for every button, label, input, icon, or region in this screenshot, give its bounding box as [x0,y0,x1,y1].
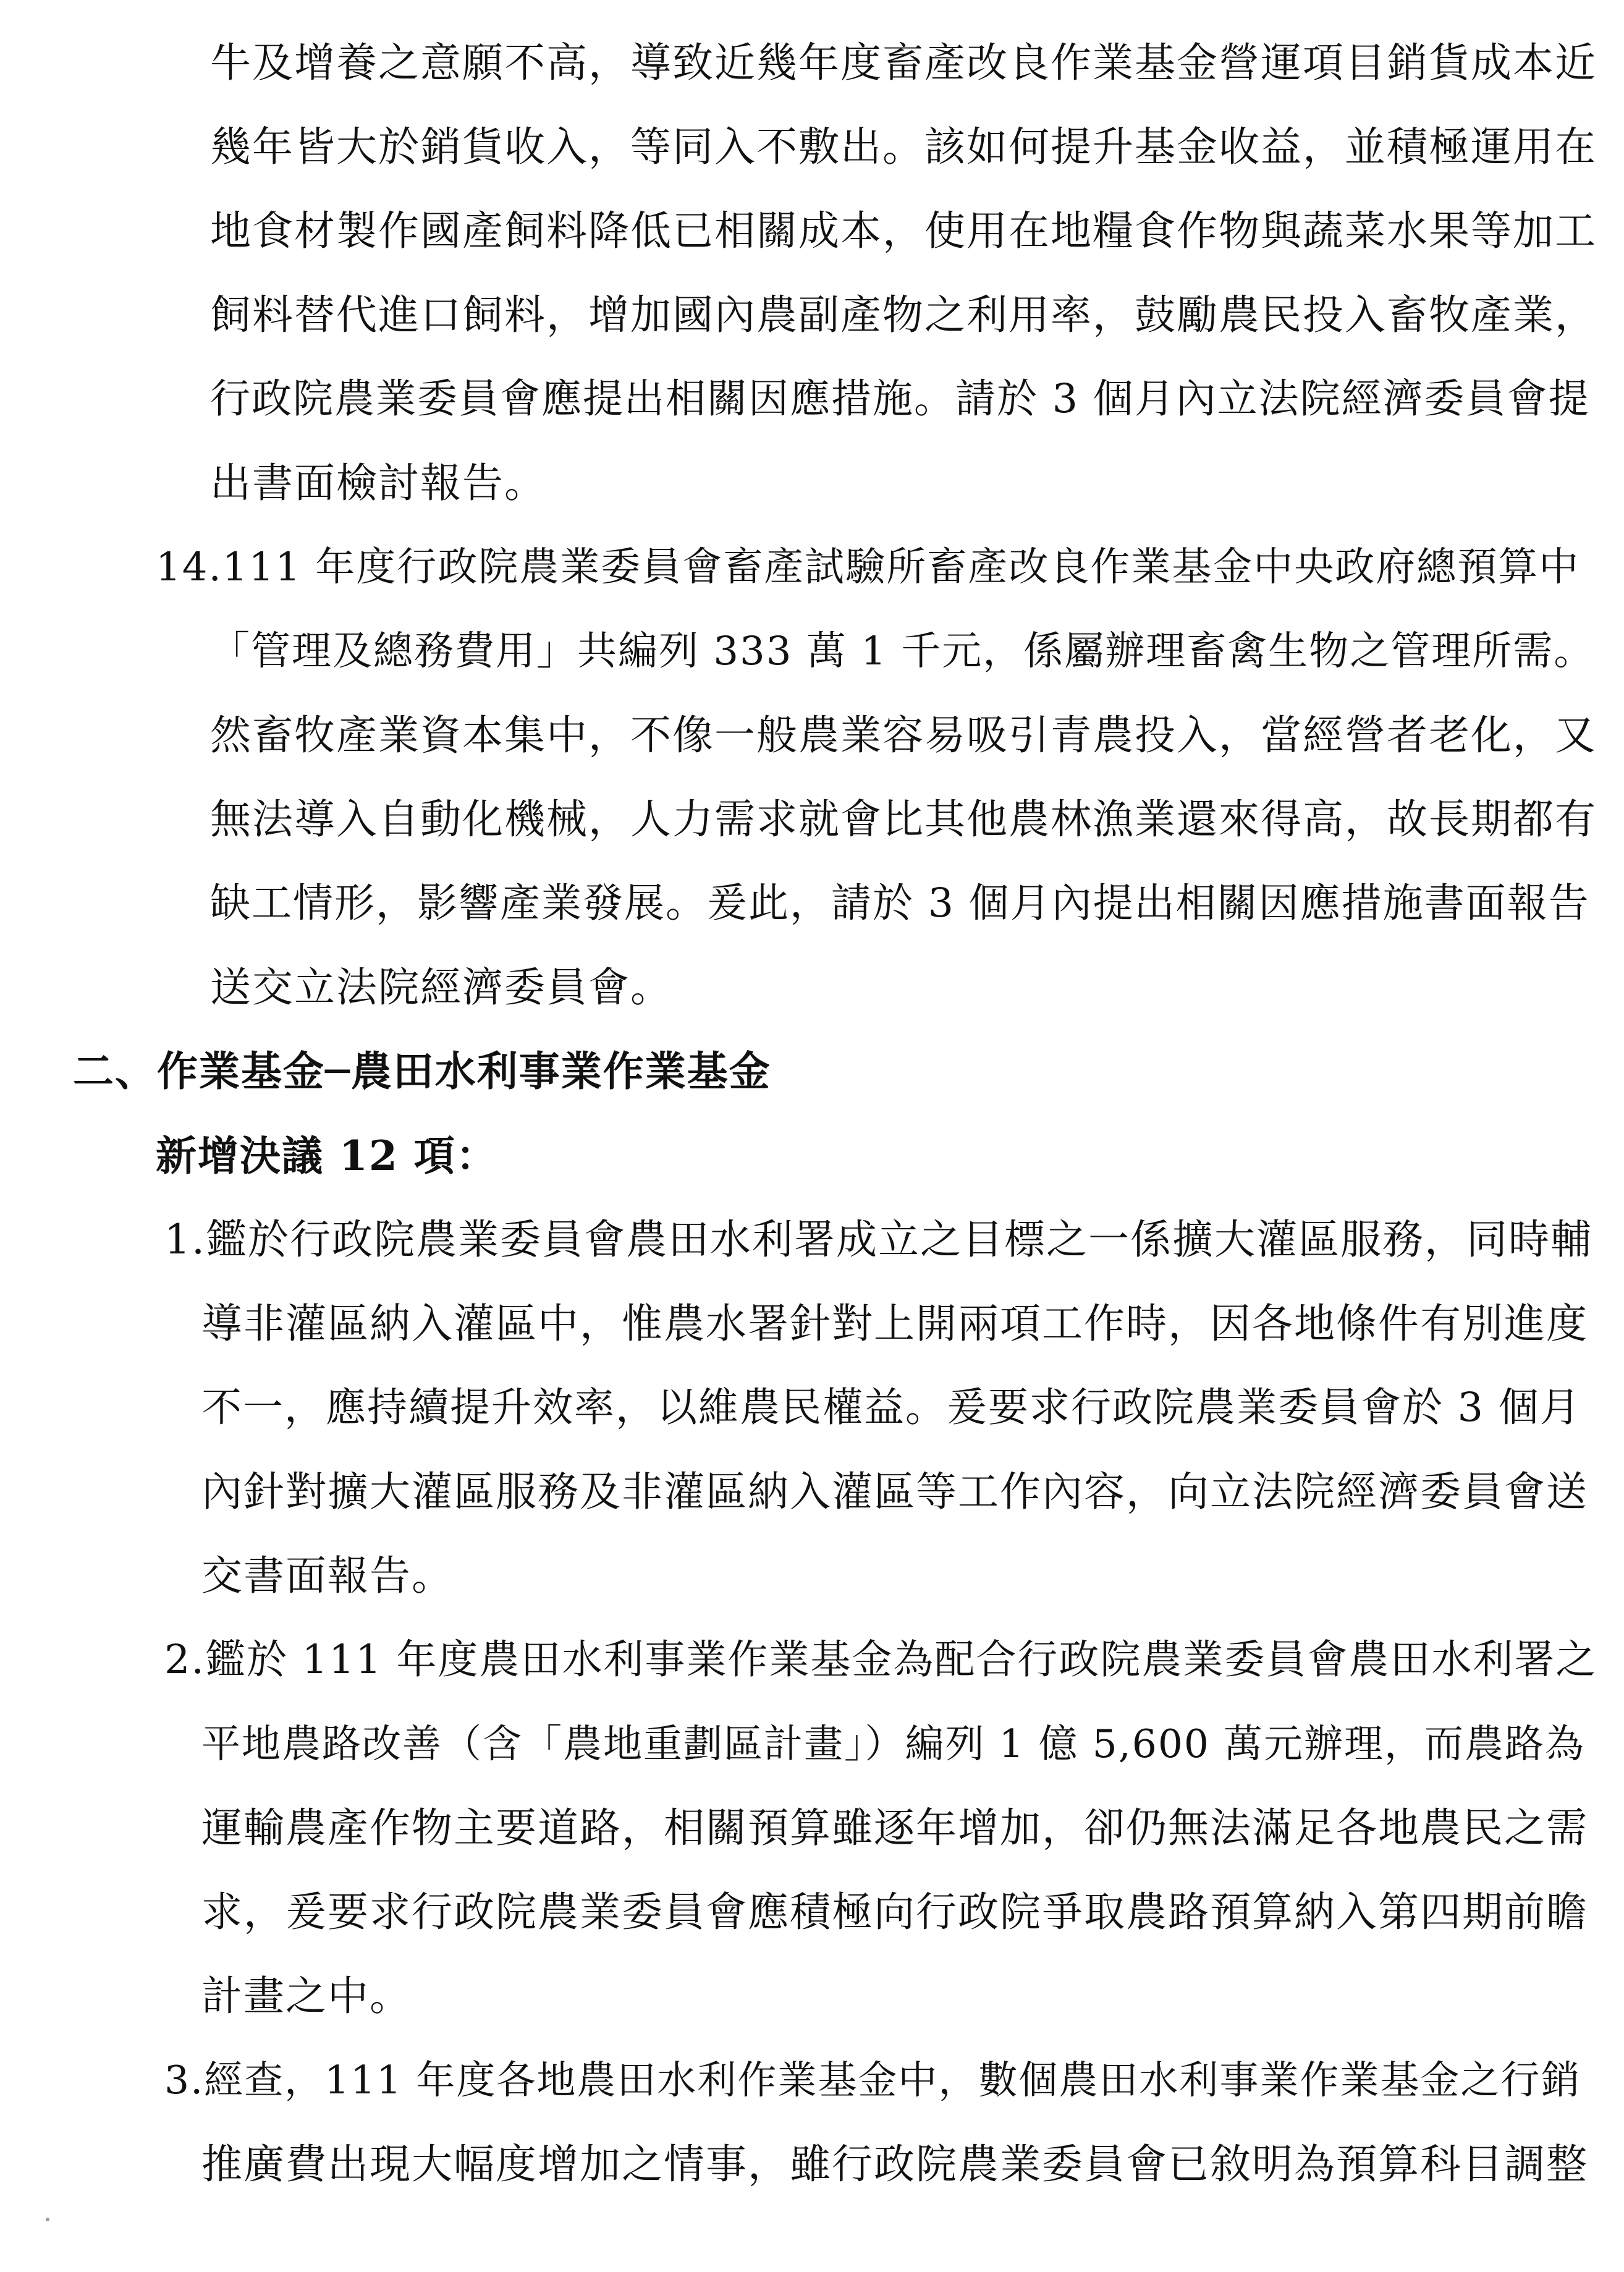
list-item-2-line: 平地農路改善（含「農地重劃區計畫」）編列 1 億 5,600 萬元辦理，而農路為 [201,1721,1586,1766]
list-item-14-line: 「管理及總務費用」共編列 333 萬 1 千元，係屬辦理畜禽生物之管理所需。 [210,629,1595,674]
section-heading: 二、作業基金─農田水利事業作業基金 [73,1048,771,1095]
paragraph-line: 行政院農業委員會應提出相關因應措施。請於 3 個月內立法院經濟委員會提 [210,376,1590,422]
list-item-14-line: 缺工情形，影響產業發展。爰此，請於 3 個月內提出相關因應措施書面報告 [210,880,1590,926]
list-item-14-line: 無法導入自動化機械，人力需求就會比其他農林漁業還來得高，故長期都有 [210,795,1597,843]
paragraph-line: 牛及增養之意願不高，導致近幾年度畜產改良作業基金營運項目銷貨成本近 [210,39,1597,87]
resolutions-subheading: 新增決議 12 項： [156,1132,498,1180]
paragraph-line: 出書面檢討報告。 [210,459,546,507]
list-item-1-line: 交書面報告。 [201,1552,454,1600]
list-item-2-line: 計畫之中。 [201,1972,412,2020]
paragraph-line: 幾年皆大於銷貨收入，等同入不敷出。該如何提升基金收益，並積極運用在 [210,123,1597,171]
list-item-14-line: 送交立法院經濟委員會。 [210,964,672,1011]
list-item-2-line: 求，爰要求行政院農業委員會應積極向行政院爭取農路預算納入第四期前瞻 [201,1888,1588,1936]
list-item-2-line: 2.鑑於 111 年度農田水利事業作業基金為配合行政院農業委員會農田水利署之 [164,1637,1597,1683]
list-item-1-line: 1.鑑於行政院農業委員會農田水利署成立之目標之一係擴大灌區服務，同時輔 [164,1216,1592,1263]
list-item-3-line: 推廣費出現大幅度增加之情事，雖行政院農業委員會已敘明為預算科目調整 [201,2140,1588,2188]
list-item-1-line: 不一，應持續提升效率，以維農民權益。爰要求行政院農業委員會於 3 個月 [201,1384,1581,1431]
list-item-3-line: 3.經查，111 年度各地農田水利作業基金中，數個農田水利事業作業基金之行銷 [164,2058,1581,2103]
paragraph-line: 飼料替代進口飼料，增加國內農副產物之利用率，鼓勵農民投入畜牧產業， [210,291,1597,339]
list-item-14-line: 然畜牧產業資本集中，不像一般農業容易吸引青農投入，當經營者老化，又 [210,711,1597,759]
list-item-14-line: 14.111 年度行政院農業委員會畜產試驗所畜產改良作業基金中央政府總預算中 [156,545,1580,590]
list-item-2-line: 運輸農產作物主要道路，相關預算雖逐年增加，卻仍無法滿足各地農民之需 [201,1804,1588,1852]
paragraph-line: 地食材製作國產飼料降低已相關成本，使用在地糧食作物與蔬菜水果等加工 [210,207,1597,255]
scan-speck [46,2218,49,2221]
list-item-1-line: 內針對擴大灌區服務及非灌區納入灌區等工作內容，向立法院經濟委員會送 [201,1468,1588,1515]
list-item-1-line: 導非灌區納入灌區中，惟農水署針對上開兩項工作時，因各地條件有別進度 [201,1300,1588,1347]
